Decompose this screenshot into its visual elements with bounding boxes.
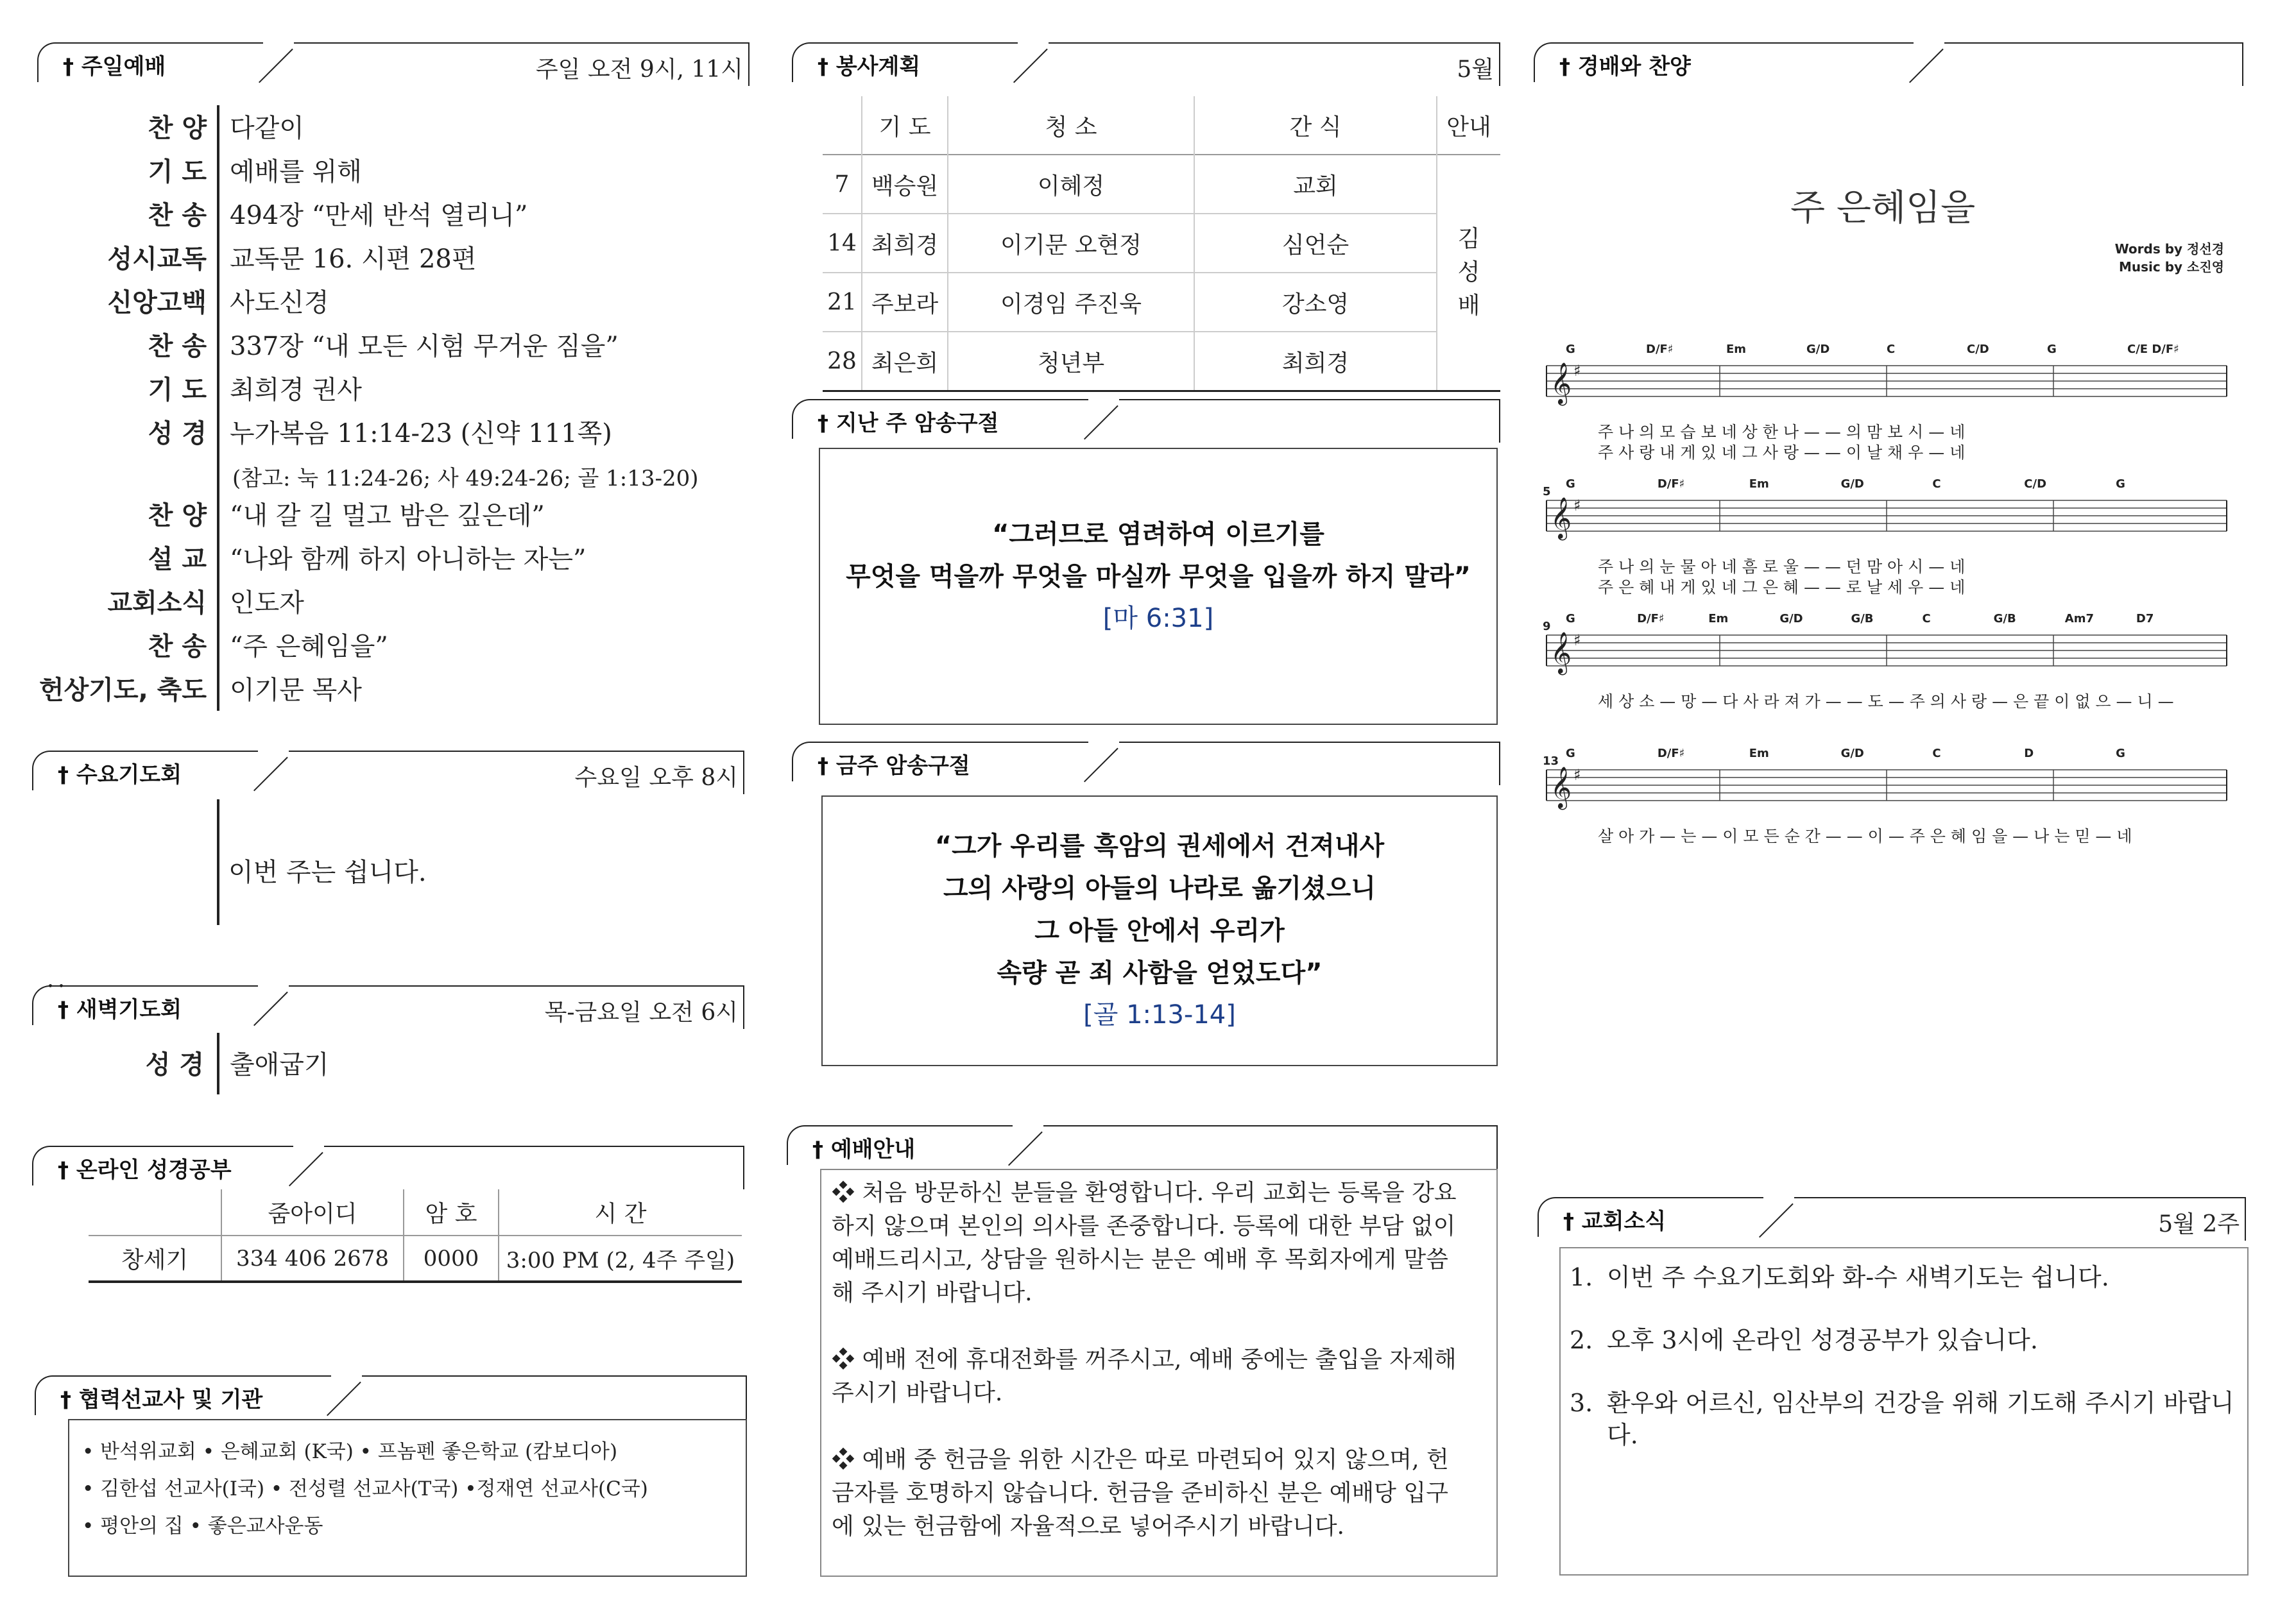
order-label: 성 경	[148, 419, 207, 448]
header-end	[1499, 42, 1500, 86]
last-verse-box	[819, 448, 1498, 725]
header-rule	[1794, 1197, 2246, 1198]
header-end	[1496, 1125, 1498, 1169]
row-snack: 교회	[1194, 155, 1437, 214]
chord-symbol: G/D	[1779, 612, 1803, 625]
chord-symbol: C/E D/F♯	[2127, 343, 2179, 356]
worship-guide-box	[820, 1169, 1498, 1577]
last-verse-title: † 지난 주 암송구절	[818, 411, 999, 436]
online-cell-topic: 창세기	[89, 1236, 221, 1282]
news-item-number: 1.	[1570, 1263, 1593, 1291]
dawn-time: 목-금요일 오전 6시	[544, 999, 738, 1026]
last-verse-line: “그러므로 염려하여 이르기를	[992, 520, 1324, 549]
guide-line: ❖ 예배 중 헌금을 위한 시간은 따로 마련되어 있지 않으며, 헌	[832, 1447, 1449, 1473]
song-music-credit: Music by 소진영	[2119, 259, 2224, 275]
this-verse-line: 그 아들 안에서 우리가	[1034, 916, 1285, 946]
lyric-line: 세 상 소 — 망 — 다 사 라 져 가 — — 도 — 주 의 사 랑 — 은 끝 이 없 으 — 니 —	[1598, 692, 2174, 711]
guide-line: 금자를 호명하지 않습니다. 헌금을 준비하신 분은 예배당 입구	[832, 1480, 1448, 1506]
missions-line: • 김한섭 선교사(I국) • 전성렬 선교사(T국) •정재연 선교사(C국)	[82, 1477, 648, 1500]
tab-slash	[289, 1152, 323, 1187]
guide-line: ❖ 예배 전에 휴대전화를 꺼주시고, 예배 중에는 출입을 자제해	[832, 1347, 1457, 1373]
order-value: “나와 함께 하지 아니하는 자는”	[230, 545, 587, 574]
online-header-cell: 줌아이디	[221, 1189, 404, 1236]
guide-char: 김	[1457, 226, 1480, 252]
online-header-cell: 암 호	[404, 1189, 499, 1236]
tab-slash	[253, 757, 288, 792]
online-header	[32, 1146, 744, 1188]
dawn-title: † 새벽기도회	[58, 997, 182, 1023]
service-plan-header-row	[823, 96, 1500, 155]
chord-symbol: D	[2024, 747, 2034, 760]
news-title: † 교회소식	[1563, 1209, 1666, 1234]
measure-number: 5	[1543, 485, 1551, 498]
chord-symbol: Am7	[2064, 612, 2094, 625]
order-label: 찬 양	[148, 114, 207, 143]
order-value: 사도신경	[230, 288, 329, 318]
sharp-icon: ♯	[1573, 497, 1581, 514]
chord-symbol: G	[1566, 343, 1575, 356]
guide-line: ❖ 처음 방문하신 분들을 환영합니다. 우리 교회는 등록을 강요	[832, 1180, 1457, 1206]
song-words-credit: Words by 정선경	[2114, 241, 2224, 257]
online-header-cell: 시 간	[499, 1189, 742, 1236]
news-item-number: 2.	[1570, 1326, 1593, 1354]
lyric-line: 주 은 혜 내 게 있 네 그 은 혜 — — 로 날 세 우 — 네	[1598, 578, 1966, 597]
lyric-line: 주 나 의 모 습 보 네 상 한 나 — — 의 맘 보 시 — 네	[1598, 423, 1966, 441]
this-verse-line: 속량 곧 죄 사함을 얻었도다”	[997, 958, 1323, 988]
worship-guide-body	[832, 1177, 1485, 1543]
tab-slash	[1909, 49, 1944, 83]
header-end	[2245, 1197, 2246, 1241]
guide-char: 배	[1457, 293, 1480, 319]
news-item-number: 3.	[1570, 1389, 1593, 1417]
chord-symbol: G	[1566, 747, 1575, 760]
news-item-text: 환우와 어르신, 임산부의 건강을 위해 기도해 주시기 바랍니다.	[1607, 1389, 2234, 1449]
worship-guide-title: † 예배안내	[812, 1137, 916, 1162]
order-label: 찬 양	[148, 501, 207, 531]
service-plan-col-prayer: 기 도	[862, 96, 948, 155]
news-item-text: 이번 주 수요기도회와 화-수 새벽기도는 쉽니다.	[1607, 1263, 2109, 1291]
row-snack: 최희경	[1194, 332, 1437, 391]
tab-slash	[327, 1382, 361, 1416]
header-rule	[1043, 1125, 1498, 1126]
order-value: 인도자	[230, 588, 304, 618]
header-rule	[289, 985, 744, 987]
order-label: 찬 송	[148, 632, 207, 661]
chord-symbol: G/B	[1851, 612, 1874, 625]
chord-symbol: D/F♯	[1646, 343, 1674, 356]
missions-line: • 반석위교회 • 은혜교회 (K국) • 프놈펜 좋은학교 (캄보디아)	[82, 1440, 618, 1463]
row-week: 14	[823, 214, 862, 273]
header-end	[743, 751, 744, 794]
sharp-icon: ♯	[1573, 766, 1581, 784]
dawn-label: 성 경	[145, 1050, 204, 1080]
dawn-header	[32, 981, 744, 1028]
service-plan-header	[792, 42, 1500, 85]
wednesday-title: † 수요기도회	[58, 762, 182, 788]
this-verse-header	[792, 742, 1500, 784]
praise-header	[1534, 42, 2243, 85]
lyric-line: 주 사 랑 내 게 있 네 그 사 랑 — — 이 날 채 우 — 네	[1598, 443, 1966, 462]
service-plan-col-guide: 안내	[1446, 114, 1491, 140]
chord-symbol: Em	[1749, 477, 1769, 491]
sunday-title: † 주일예배	[63, 54, 166, 80]
header-end	[2242, 42, 2243, 86]
sharp-icon: ♯	[1573, 631, 1581, 649]
order-label: 찬 송	[148, 332, 207, 361]
order-label: 찬 송	[148, 201, 207, 230]
row-prayer: 최은희	[862, 332, 948, 391]
header-end	[748, 42, 750, 86]
guide-paragraph	[832, 1443, 1485, 1543]
chord-symbol: C	[1922, 612, 1931, 625]
online-table	[89, 1189, 742, 1283]
order-label: 성시교독	[107, 244, 207, 274]
chord-symbol: C	[1932, 747, 1941, 760]
missions-box	[68, 1419, 747, 1577]
sharp-icon: ♯	[1573, 362, 1581, 380]
chord-symbol: Em	[1726, 343, 1747, 356]
order-label: 설 교	[148, 545, 207, 574]
header-end	[746, 1375, 747, 1419]
order-label: 교회소식	[107, 588, 207, 618]
tab-slash	[259, 49, 293, 83]
order-value: 교독문 16. 시편 28편	[230, 244, 477, 274]
chord-symbol: D7	[2136, 612, 2154, 625]
service-plan-row	[823, 273, 1500, 332]
tab-slash	[1008, 1132, 1043, 1166]
order-label: 기 도	[148, 375, 207, 405]
service-plan-col-week	[823, 96, 862, 155]
guide-char: 성	[1457, 259, 1480, 285]
order-value: 누가복음 11:14-23 (신약 111쪽)	[230, 419, 612, 448]
sheet-music	[1540, 302, 2233, 866]
service-plan-col-snack: 간 식	[1194, 96, 1437, 155]
treble-clef-icon: 𝄞	[1550, 362, 1572, 404]
chord-symbol: G/D	[1806, 343, 1830, 356]
order-value: “내 갈 길 멀고 밤은 깊은데”	[230, 501, 545, 531]
order-value: 494장 “만세 반석 열리니”	[230, 201, 528, 230]
order-value: 337장 “내 모든 시험 무거운 짐을”	[230, 332, 619, 361]
treble-clef-icon: 𝄞	[1550, 497, 1572, 539]
row-week: 7	[823, 155, 862, 214]
last-verse-header	[792, 399, 1500, 441]
this-verse-title: † 금주 암송구절	[818, 753, 970, 779]
wednesday-header	[32, 751, 744, 793]
service-plan-row	[823, 155, 1500, 214]
chord-symbol: G	[1566, 612, 1575, 625]
tab-slash	[1084, 748, 1118, 783]
header-rule	[1119, 742, 1500, 743]
chord-symbol: D/F♯	[1657, 477, 1685, 491]
row-prayer: 주보라	[862, 273, 948, 332]
order-value: 최희경 권사	[230, 375, 362, 405]
tab-slash	[1084, 405, 1118, 440]
row-prayer: 백승원	[862, 155, 948, 214]
order-note: (참고: 눅 11:24-26; 사 49:24-26; 골 1:13-20)	[232, 466, 699, 491]
chord-symbol: C/D	[1967, 343, 1989, 356]
lyric-line: 살 아 가 — 는 — 이 모 든 순 간 — — 이 — 주 은 혜 임 을 — 나 는 믿 — 네	[1598, 827, 2132, 845]
missions-header	[35, 1375, 747, 1418]
row-guide	[1437, 155, 1500, 391]
online-cell-time: 3:00 PM (2, 4주 주일)	[499, 1236, 742, 1282]
order-value: 이기문 목사	[230, 676, 362, 705]
this-verse-box	[821, 795, 1498, 1066]
header-end	[743, 1146, 744, 1189]
online-header-cell	[89, 1189, 221, 1236]
service-plan-col-cleaning: 청 소	[948, 96, 1194, 155]
treble-clef-icon: 𝄞	[1550, 767, 1572, 808]
measure-number: 13	[1543, 754, 1559, 768]
news-item	[1570, 1261, 2234, 1293]
chord-symbol: G/D	[1840, 477, 1864, 491]
service-plan-title: † 봉사계획	[818, 54, 921, 80]
row-cleaning: 이혜정	[948, 155, 1194, 214]
missions-title: † 협력선교사 및 기관	[60, 1387, 263, 1413]
header-rule	[324, 1146, 744, 1147]
sunday-divider	[217, 105, 219, 711]
lyric-line: 주 나 의 눈 물 아 네 흠 로 울 — — 던 맘 아 시 — 네	[1598, 557, 1966, 576]
chord-symbol: C	[1887, 343, 1896, 356]
row-cleaning: 이기문 오현정	[948, 214, 1194, 273]
row-week: 21	[823, 273, 862, 332]
row-cleaning: 이경임 주진욱	[948, 273, 1194, 332]
tab-slash	[1759, 1203, 1794, 1238]
last-verse-line: 무엇을 먹을까 무엇을 마실까 무엇을 입을까 하지 말라”	[846, 562, 1471, 591]
this-verse-line: “그가 우리를 흑암의 권세에서 건져내사	[934, 831, 1385, 861]
service-plan-table	[823, 96, 1500, 392]
guide-line: 주시기 바랍니다.	[832, 1380, 1003, 1406]
song-title: 주 은혜임을	[1790, 187, 1976, 229]
guide-paragraph	[832, 1343, 1485, 1410]
chord-symbol: Em	[1749, 747, 1769, 760]
chord-symbol: C/D	[2024, 477, 2047, 491]
news-header	[1538, 1197, 2246, 1239]
guide-paragraph	[832, 1177, 1485, 1310]
tab-slash	[253, 992, 288, 1026]
chord-symbol: G/D	[1840, 747, 1864, 760]
chord-symbol: D/F♯	[1657, 747, 1685, 760]
guide-line: 예배드리시고, 상담을 원하시는 분은 예배 후 목회자에게 말씀	[832, 1246, 1448, 1273]
header-rule	[289, 751, 744, 752]
chord-symbol: G	[2116, 747, 2125, 760]
treble-clef-icon: 𝄞	[1550, 632, 1572, 674]
wednesday-divider	[217, 799, 219, 925]
online-cell-zoom-id[interactable]: 334 406 2678	[221, 1236, 404, 1282]
row-prayer: 최희경	[862, 214, 948, 273]
wednesday-note: 이번 주는 쉽니다.	[228, 858, 427, 887]
news-box	[1559, 1247, 2249, 1576]
news-item	[1570, 1324, 2234, 1356]
order-value: “주 은혜임을”	[230, 632, 388, 661]
wednesday-time: 수요일 오후 8시	[574, 765, 738, 791]
dawn-divider	[217, 1033, 219, 1094]
this-verse-ref: [골 1:13-14]	[1083, 1000, 1236, 1030]
row-snack: 심언순	[1194, 214, 1437, 273]
header-end	[1499, 399, 1500, 443]
chord-symbol: G	[2047, 343, 2057, 356]
news-list	[1570, 1261, 2234, 1451]
chord-symbol: D/F♯	[1637, 612, 1665, 625]
sunday-time: 주일 오전 9시, 11시	[535, 56, 743, 83]
header-rule	[1119, 399, 1500, 400]
dawn-prefix: ˙˙	[45, 981, 67, 1007]
order-label: 헌상기도, 축도	[39, 676, 207, 705]
guide-line: 하지 않으며 본인의 의사를 존중합니다. 등록에 대한 부담 없이	[832, 1213, 1456, 1239]
row-snack: 강소영	[1194, 273, 1437, 332]
header-rule	[294, 42, 750, 44]
order-label: 기 도	[148, 157, 207, 187]
news-item	[1570, 1387, 2234, 1451]
row-week: 28	[823, 332, 862, 391]
header-rule	[362, 1375, 747, 1377]
service-plan-row	[823, 332, 1500, 391]
service-plan-row	[823, 214, 1500, 273]
order-value: 예배를 위해	[230, 157, 362, 187]
guide-line: 에 있는 헌금함에 자율적으로 넣어주시기 바랍니다.	[832, 1513, 1344, 1540]
measure-number: 9	[1543, 620, 1551, 633]
header-rule	[1049, 42, 1500, 44]
missions-line: • 평안의 집 • 좋은교사운동	[82, 1515, 323, 1538]
chord-symbol: C	[1932, 477, 1941, 491]
chord-symbol: G/B	[1993, 612, 2016, 625]
tab-slash	[1013, 49, 1048, 83]
this-verse-line: 그의 사랑의 아들의 나라로 옮기셨으니	[943, 874, 1376, 903]
header-end	[1499, 742, 1500, 785]
news-week: 5월 2주	[2158, 1211, 2240, 1237]
worship-guide-header	[787, 1125, 1498, 1168]
online-cell-password: 0000	[404, 1236, 499, 1282]
online-title: † 온라인 성경공부	[58, 1157, 232, 1183]
header-rule	[1944, 42, 2243, 44]
order-value: 다같이	[230, 114, 304, 143]
chord-symbol: Em	[1708, 612, 1729, 625]
news-item-text: 오후 3시에 온라인 성경공부가 있습니다.	[1607, 1326, 2038, 1354]
chord-symbol: G	[1566, 477, 1575, 491]
praise-title: † 경배와 찬양	[1559, 54, 1691, 80]
sunday-header	[37, 42, 750, 85]
service-plan-month: 5월	[1457, 56, 1494, 83]
dawn-value: 출애굽기	[230, 1050, 329, 1080]
chord-symbol: G	[2116, 477, 2125, 491]
last-verse-ref: [마 6:31]	[1102, 604, 1214, 633]
header-end	[743, 985, 744, 1029]
guide-line: 해 주시기 바랍니다.	[832, 1280, 1032, 1306]
order-label: 신앙고백	[107, 288, 207, 318]
row-cleaning: 청년부	[948, 332, 1194, 391]
